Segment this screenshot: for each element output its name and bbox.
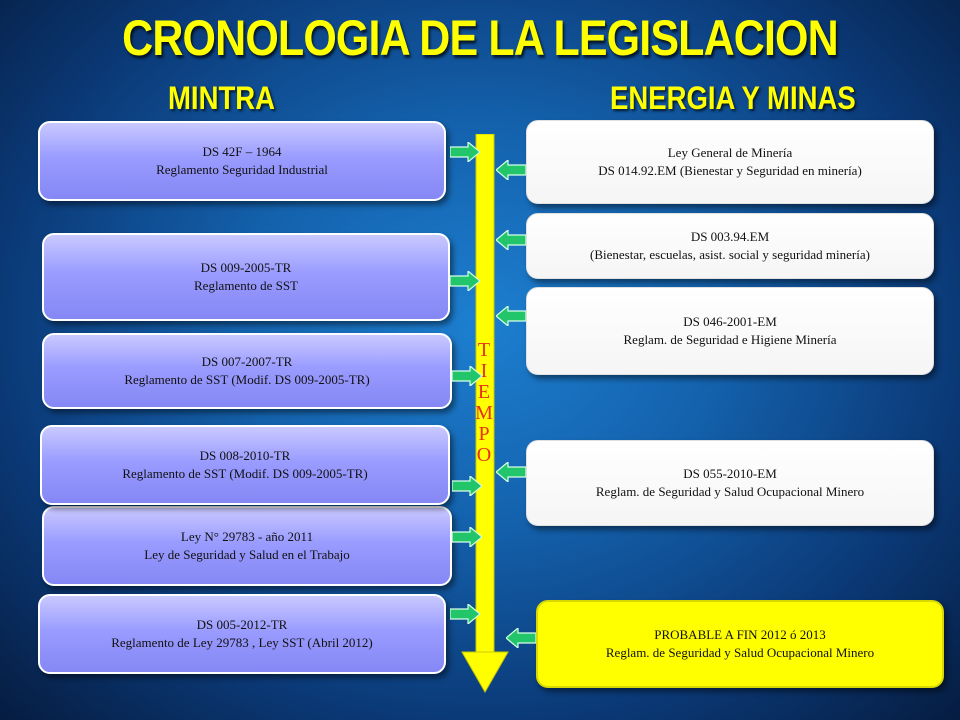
energia-box-ds003-94: [526, 213, 934, 279]
arrow-left-icon: [496, 306, 526, 326]
box-description: Reglamento Seguridad Industrial: [156, 162, 328, 177]
mintra-box-ds008-2010: [40, 425, 450, 505]
box-code: DS 42F – 1964: [202, 144, 282, 159]
arrow-right-icon: [450, 604, 480, 624]
arrow-left-icon: [506, 628, 536, 648]
mintra-box-ds009-2005: [42, 233, 450, 321]
arrow-left-icon: [496, 160, 526, 180]
arrow-right-icon: [452, 527, 482, 547]
energia-box-ds055-2010: [526, 440, 934, 526]
timeline-letter: E: [477, 381, 491, 403]
column-heading-mintra: MINTRA: [168, 80, 276, 116]
timeline-letter: I: [480, 360, 488, 382]
box-description: Ley de Seguridad y Salud en el Trabajo: [144, 547, 350, 562]
arrow-right-icon: [452, 366, 482, 386]
mintra-box-ds005-2012: [38, 594, 446, 674]
arrow-right-icon: [450, 142, 480, 162]
energia-box-probable-2012-2013: [536, 600, 944, 688]
box-code: DS 003.94.EM: [690, 229, 770, 244]
box-description: Reglam. de Seguridad y Salud Ocupacional Minero: [605, 645, 875, 660]
box-code: Ley N° 29783 - año 2011: [180, 529, 314, 544]
mintra-box-ds42f: [38, 121, 446, 201]
box-description: Reglam. de Seguridad e Higiene Minería: [623, 332, 837, 347]
timeline-letter: T: [477, 339, 491, 361]
box-description: Reglamento de SST (Modif. DS 009-2005-TR): [122, 466, 368, 481]
arrow-left-icon: [496, 230, 526, 250]
box-description: DS 014.92.EM (Bienestar y Seguridad en minería): [598, 163, 862, 178]
box-code: DS 046-2001-EM: [683, 314, 777, 329]
box-code: DS 007-2007-TR: [201, 354, 293, 369]
box-description: Reglam. de Seguridad y Salud Ocupacional Minero: [595, 484, 865, 499]
timeline-letter: P: [478, 423, 490, 445]
timeline-label: [472, 340, 496, 466]
box-code: PROBABLE A FIN 2012 ó 2013: [654, 627, 826, 642]
energia-box-ley-general-mineria: [526, 120, 934, 204]
box-description: (Bienestar, escuelas, asist. social y seguridad minería): [590, 247, 870, 262]
box-description: Reglamento de SST: [194, 278, 298, 293]
column-heading-energia: ENERGIA Y MINAS: [610, 80, 856, 116]
page-title: CRONOLOGIA DE LA LEGISLACION: [122, 10, 838, 66]
box-description: Reglamento de Ley 29783 , Ley SST (Abril 2012): [111, 635, 373, 650]
arrow-right-icon: [452, 476, 482, 496]
box-code: DS 009-2005-TR: [200, 260, 292, 275]
arrow-right-icon: [450, 271, 480, 291]
arrow-left-icon: [496, 462, 526, 482]
mintra-box-ds007-2007: [42, 333, 452, 409]
timeline-letter: M: [475, 402, 493, 424]
box-description: Reglamento de SST (Modif. DS 009-2005-TR): [124, 372, 370, 387]
mintra-box-ley29783: [42, 506, 452, 586]
box-code: Ley General de Minería: [667, 145, 793, 160]
box-code: DS 008-2010-TR: [199, 448, 291, 463]
energia-box-ds046-2001: [526, 287, 934, 375]
timeline-letter: O: [476, 444, 492, 466]
box-code: DS 055-2010-EM: [683, 466, 777, 481]
box-code: DS 005-2012-TR: [196, 617, 288, 632]
